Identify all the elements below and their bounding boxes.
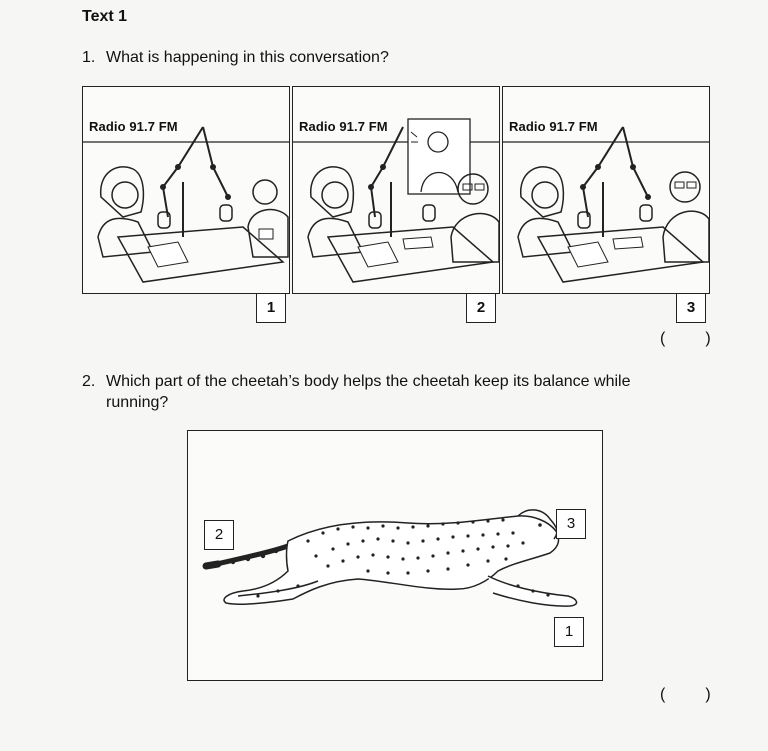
question-1 <box>82 49 389 67</box>
cheetah-label-tail: 2 <box>204 520 234 550</box>
radio-studio-illustration <box>83 87 289 293</box>
text-heading: Text 1 <box>82 8 128 25</box>
radio-station-label: Radio 91.7 FM <box>89 119 178 134</box>
cheetah-figure <box>187 430 603 681</box>
radio-station-label: Radio 91.7 FM <box>299 119 388 134</box>
answer-bracket-2[interactable]: ( ) <box>660 686 711 703</box>
question-2-text-line2: running? <box>106 394 169 411</box>
answer-bracket-1[interactable]: ( ) <box>660 330 711 347</box>
question-1-text: What is happening in this conversation? <box>106 49 389 66</box>
cheetah-label-head: 3 <box>556 509 586 539</box>
comic-panel-2 <box>292 86 500 294</box>
cheetah-illustration <box>188 431 602 680</box>
comic-panel-3 <box>502 86 710 294</box>
question-2-text-line1: Which part of the cheetah’s body helps the cheetah keep its balance while <box>106 373 631 390</box>
question-1-number: 1. <box>82 49 96 66</box>
cheetah-label-legs: 1 <box>554 617 584 647</box>
radio-studio-caller-illustration <box>293 87 499 293</box>
panel-number-3: 3 <box>676 293 706 323</box>
question-2 <box>82 371 682 413</box>
panel-number-1: 1 <box>256 293 286 323</box>
radio-studio-interview-illustration <box>503 87 709 293</box>
question-2-number: 2. <box>82 373 96 390</box>
radio-station-label: Radio 91.7 FM <box>509 119 598 134</box>
comic-panel-1 <box>82 86 290 294</box>
panel-number-2: 2 <box>466 293 496 323</box>
